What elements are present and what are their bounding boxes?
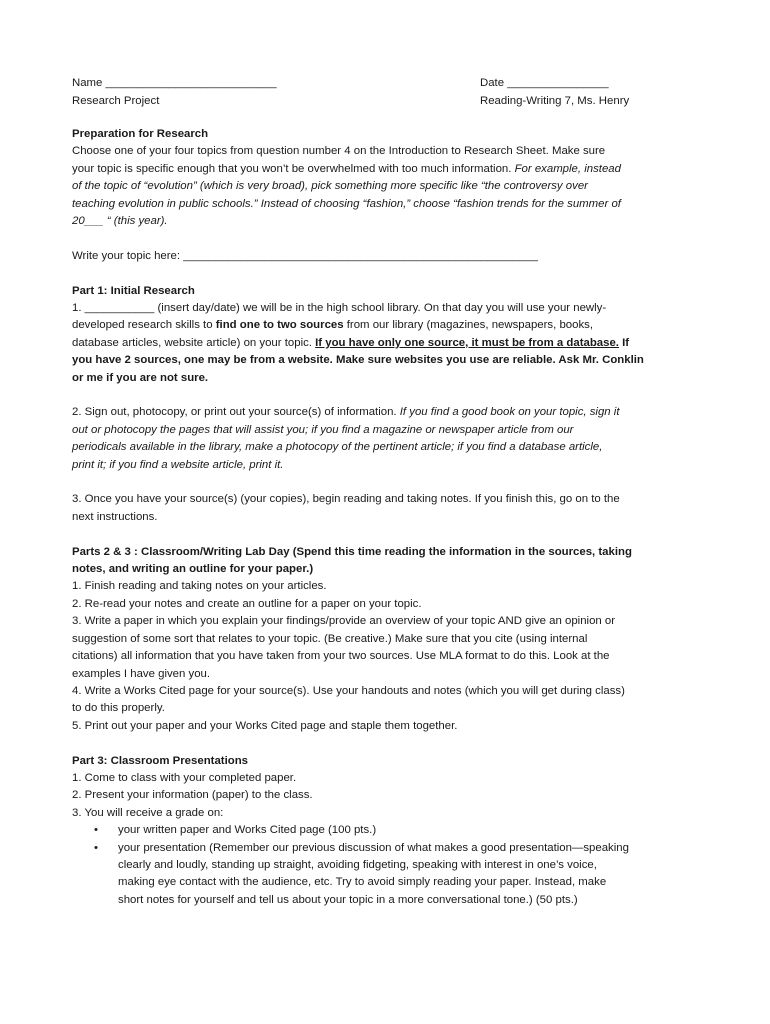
part1-step2: out or photocopy the pages that will assist you; if you find a magazine or newspaper article from our (72, 423, 574, 436)
bullet-item-cont: clearly and loudly, standing up straight, avoiding fidgeting, speaking with interest in one’s voice, (118, 858, 597, 871)
part1-line: developed research skills to find one to two sources from our library (magazines, newspapers, books, (72, 319, 594, 332)
bullet-item: • your written paper and Works Cited page (100 pts.) (72, 822, 712, 839)
part1-step2: periodicals available in the library, make a photocopy of the pertinent article; if you find a database article, (72, 441, 603, 454)
part1-line: 1. ___________ (insert day/date) we will be in the high school library. On that day you will use your newly- (72, 302, 607, 315)
part23-item: 1. Finish reading and taking notes on your articles. (72, 580, 327, 593)
part1-step3: next instructions. (72, 510, 158, 523)
topic-line: Write your topic here: ________________________________________________________ (72, 249, 538, 262)
part1-line: database articles, website article) on your topic. If you have only one source, it must be from a database. If (72, 336, 630, 349)
part3-item: 1. Come to class with your completed paper. (72, 771, 297, 784)
bullet-item-cont: making eye contact with the audience, etc. Try to avoid simply reading your paper. Instead, make (118, 876, 607, 889)
part1-step2: print it; if you find a website article, print it. (72, 458, 284, 471)
part1-step3: 3. Once you have your source(s) (your copies), begin reading and taking notes. If you finish this, go on to the (72, 493, 620, 506)
part23-item: 4. Write a Works Cited page for your source(s). Use your handouts and notes (which you will get during class) (72, 684, 625, 697)
part1-line: or me if you are not sure. (72, 371, 209, 384)
bullet-item: • your presentation (Remember our previous discussion of what makes a good presentation—speaking (72, 840, 712, 857)
part1-line: you have 2 sources, one may be from a website. Make sure websites you use are reliable. Ask Mr. Conklin (72, 354, 644, 367)
header-right (480, 75, 629, 110)
class-info: Reading-Writing 7, Ms. Henry (480, 94, 630, 107)
part3-heading: Part 3: Classroom Presentations (72, 754, 248, 767)
name-line: Name ___________________________ (72, 77, 277, 89)
prep-line: 20___ “ (this year). (72, 215, 168, 228)
prep-heading: Preparation for Research (72, 128, 209, 140)
bullet-icon: • (94, 824, 98, 837)
prep-line: teaching evolution in public schools.” Instead of choosing “fashion,” choose “fashion trends for the summer of (72, 197, 621, 210)
part3-item: 3. You will receive a grade on: (72, 806, 224, 819)
bullet-item-cont: short notes for yourself and tell us about your topic in a more conversational tone.) (50 pts.) (118, 893, 578, 906)
part1-step2: 2. Sign out, photocopy, or print out your source(s) of information. If you find a good book on your topic, sign it (72, 406, 620, 419)
part3-item: 2. Present your information (paper) to the class. (72, 789, 313, 802)
document-body (72, 126, 712, 909)
part1-heading: Part 1: Initial Research (72, 284, 195, 297)
part23-item: citations) all information that you have taken from your two sources. Use MLA format to do this. Look at the (72, 650, 610, 663)
part23-item: 5. Print out your paper and your Works Cited page and staple them together. (72, 719, 458, 732)
bullet-icon: • (94, 841, 98, 854)
part23-item: 3. Write a paper in which you explain your findings/provide an overview of your topic AND give an opinion or (72, 615, 616, 628)
prep-line: Choose one of your four topics from question number 4 on the Introduction to Research Sheet. Make sure (72, 145, 606, 158)
part23-heading: Parts 2 & 3 : Classroom/Writing Lab Day (Spend this time reading the information in the sources, taking (72, 545, 632, 558)
header-left (72, 75, 277, 110)
part23-item: to do this properly. (72, 702, 165, 715)
project-title: Research Project (72, 94, 160, 107)
part23-item: suggestion of some sort that relates to your topic. (Be creative.) Make sure that you cite (using internal (72, 632, 588, 645)
part23-heading: notes, and writing an outline for your paper.) (72, 563, 314, 576)
date-line: Date ________________ (480, 77, 609, 89)
part23-item: examples I have given you. (72, 667, 211, 680)
prep-line: your topic is specific enough that you won’t be overwhelmed with too much information. For example, instead (72, 162, 621, 175)
prep-line: of the topic of “evolution” (which is very broad), pick something more specific like “the controversy over (72, 180, 588, 193)
part23-item: 2. Re-read your notes and create an outline for a paper on your topic. (72, 597, 422, 610)
